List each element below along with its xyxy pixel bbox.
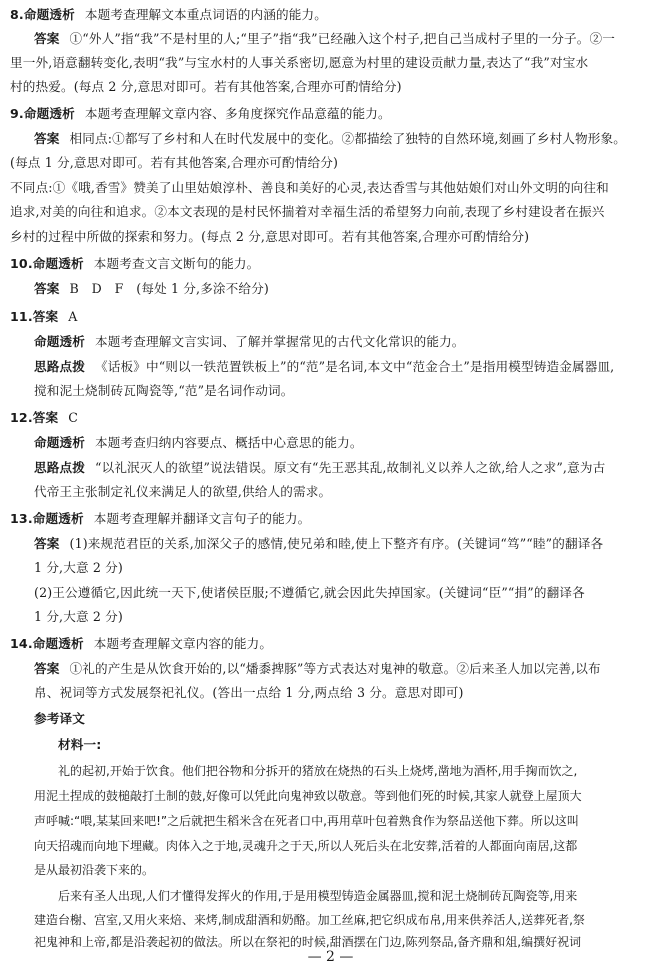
- analysis-text: 本题考查理解文本重点词语的内涵的能力。: [84, 7, 327, 22]
- analysis-text: 本题考查归纳内容要点、概括中心意思的能力。: [94, 435, 363, 450]
- question-number: 11.: [10, 309, 33, 324]
- answer-text: ①礼的产生是从饮食开始的,以“燔黍捭豚”等方式表达对鬼神的敬意。②后来圣人加以完善,以布: [69, 661, 601, 676]
- analysis-text: 本题考查理解文章内容的能力。: [93, 636, 273, 651]
- q9-difference-line-2: 追求,对美的向往和追求。②本文表现的是村民怀揣着对幸福生活的希望努力向前,表现了乡村建设者在振兴: [10, 204, 605, 219]
- analysis-label: 命题透析: [32, 511, 84, 526]
- question-number: 10.: [10, 256, 33, 271]
- q9-answer-line-2: (每点 1 分,意思对即可。若有其他答案,合理亦可酌情给分): [10, 155, 339, 170]
- translation-p1-line-1: 礼的起初,开始于饮食。他们把谷物和分拆开的猪放在烧热的石头上烧烤,凿地为酒杯,用手掬而饮之,: [58, 764, 578, 778]
- q8-answer-line-1: [34, 30, 615, 48]
- q13-answer-line-4: 1 分,大意 2 分): [34, 609, 123, 624]
- tip-text: “以礼泯灭人的欲望”说法错误。原文有“先王恶其乱,故制礼义以养人之欲,给人之求”,意为古: [94, 460, 606, 475]
- analysis-text: 本题考查理解文章内容、多角度探究作品意蕴的能力。: [84, 106, 391, 121]
- q8-answer-line-3: 村的热爱。(每点 2 分,意思对即可。若有其他答案,合理亦可酌情给分): [10, 79, 402, 94]
- answer-label: 答案: [34, 661, 60, 676]
- question-number: 13.: [10, 511, 33, 526]
- q13-answer-line-3: (2)王公遵循它,因此统一天下,使诸侯臣服;不遵循它,就会因此失掉国家。(关键词“臣”“捐”的翻译各: [34, 585, 585, 600]
- page-number: — 2 —: [307, 949, 354, 965]
- answer-label: 答案: [34, 536, 60, 551]
- analysis-label: 命题透析: [34, 435, 85, 450]
- tip-label: 思路点拨: [34, 359, 85, 374]
- answer-label: 答案: [34, 31, 60, 46]
- answer-label: 答案: [32, 309, 59, 324]
- material-1-label: 材料一:: [58, 737, 102, 752]
- answer-text: C: [68, 410, 79, 425]
- translation-p2-line-1: 后来有圣人出现,人们才懂得发挥火的作用,于是用模型铸造金属器皿,搅和泥土烧制砖瓦陶瓷等,用来: [58, 889, 578, 903]
- analysis-text: 本题考查理解文言实词、了解并掌握常见的古代文化常识的能力。: [94, 334, 465, 349]
- q12-answer: [10, 409, 78, 427]
- analysis-label: 命题透析: [34, 334, 85, 349]
- q12-analysis: [34, 434, 363, 452]
- translation-p1-line-3: 声呼喊:“喂,某某回来吧!”之后就把生稻米含在死者口中,再用草叶包着熟食作为祭品送他下葬。所以这叫: [34, 814, 579, 828]
- q9-answer-line-1: [34, 130, 626, 148]
- answer-text: A: [68, 309, 78, 324]
- analysis-label: 命题透析: [32, 636, 84, 651]
- answer-text: (1)来规范君臣的关系,加深父子的感情,使兄弟和睦,使上下整齐有序。(关键词“笃”“睦”的翻译各: [69, 536, 604, 551]
- translation-p2-line-3: 祀鬼神和上帝,都是沿袭起初的做法。所以在祭祀的时候,甜酒摆在门边,陈列祭品,备齐鼎和俎,编撰好祝词: [34, 935, 582, 949]
- q8-answer-line-2: 里一外,语意翻转变化,表明“我”与宝水村的人事关系密切,愿意为村里的建设贡献力量,表达了“我”对宝水: [10, 55, 589, 70]
- question-number: 12.: [10, 410, 33, 425]
- translation-heading: 参考译文: [34, 711, 85, 726]
- q11-answer: [10, 308, 78, 326]
- translation-p1-line-4: 向天招魂而向地下埋藏。肉体入之于地,灵魂升之于天,所以人死后头在北安葬,活着的人都面向南居,这都: [34, 839, 578, 853]
- q9-difference-line-1: 不同点:①《哦,香雪》赞美了山里姑娘淳朴、善良和美好的心灵,表达香雪与其他姑娘们对山外文明的向往和: [10, 180, 609, 195]
- q9-difference-line-3: 乡村的过程中所做的探索和努力。(每点 2 分,意思对即可。若有其他答案,合理亦可酌情给分): [10, 229, 530, 244]
- analysis-label: 命题透析: [23, 106, 75, 121]
- q13-analysis: [10, 510, 310, 528]
- answer-text: ①“外人”指“我”不是村里的人;“里子”指“我”已经融入这个村子,把自己当成村子里的一分子。②一: [69, 31, 616, 46]
- question-number: 8.: [10, 7, 24, 22]
- answer-label: 答案: [34, 281, 60, 296]
- q10-analysis: [10, 255, 259, 273]
- tip-text: 《话板》中“则以一铁范置铁板上”的“范”是名词,本文中“范金合土”是指用模型铸造金属器皿,: [94, 359, 615, 374]
- analysis-text: 本题考查理解并翻译文言句子的能力。: [93, 511, 311, 526]
- answer-label: 答案: [34, 131, 60, 146]
- analysis-label: 命题透析: [23, 7, 75, 22]
- q8-analysis: [10, 6, 327, 24]
- q12-tip-line-2: 代帝王主张制定礼仪来满足人的欲望,供给人的需求。: [34, 484, 332, 499]
- analysis-label: 命题透析: [32, 256, 84, 271]
- q14-answer-line-2: 帛、祝词等方式发展祭祀礼仪。(答出一点给 1 分,两点给 3 分。意思对即可): [34, 685, 464, 700]
- q14-answer-line-1: [34, 660, 601, 678]
- q13-answer-line-1: [34, 535, 603, 553]
- question-number: 14.: [10, 636, 33, 651]
- answer-text: B D F (每处 1 分,多涂不给分): [69, 281, 269, 296]
- translation-p1-line-5: 是从最初沿袭下来的。: [34, 863, 155, 877]
- analysis-text: 本题考查文言文断句的能力。: [93, 256, 260, 271]
- q12-tip-line-1: [34, 459, 605, 477]
- translation-p2-line-2: 建造台榭、宫室,又用火来焙、来烤,制成甜酒和奶酪。加工丝麻,把它织成布帛,用来供养活人,送葬死者,祭: [34, 913, 585, 927]
- tip-label: 思路点拨: [34, 460, 85, 475]
- answer-text: 相同点:①都写了乡村和人在时代发展中的变化。②都描绘了独特的自然环境,刻画了乡村人物形象。: [69, 131, 627, 146]
- q11-analysis: [34, 333, 465, 351]
- q11-tip-line-2: 搅和泥土烧制砖瓦陶瓷等,“范”是名词作动词。: [34, 383, 294, 398]
- q9-analysis: [10, 105, 391, 123]
- q14-analysis: [10, 635, 272, 653]
- question-number: 9.: [10, 106, 24, 121]
- translation-p1-line-2: 用泥土捏成的鼓槌敲打土制的鼓,好像可以凭此向鬼神致以敬意。等到他们死的时候,其家人就登上屋顶大: [34, 789, 582, 803]
- q11-tip-line-1: [34, 358, 614, 376]
- answer-label: 答案: [32, 410, 59, 425]
- q10-answer: [34, 280, 269, 298]
- q13-answer-line-2: 1 分,大意 2 分): [34, 560, 123, 575]
